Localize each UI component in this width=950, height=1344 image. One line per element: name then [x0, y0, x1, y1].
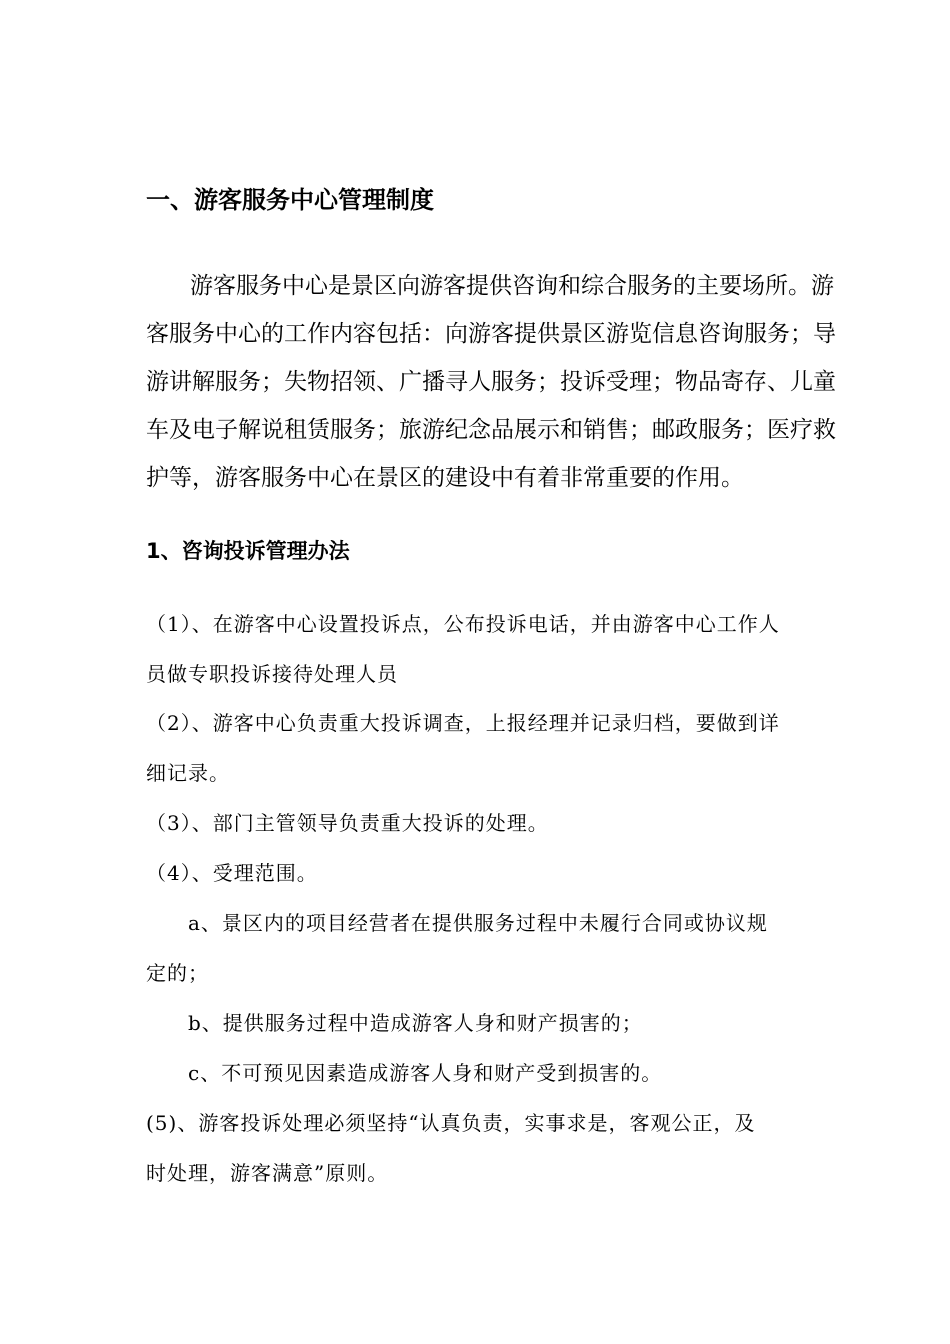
intro-line: 游客服务中心是景区向游客提供咨询和综合服务的主要场所。游 — [190, 273, 834, 299]
intro-line: 护等，游客服务中心在景区的建设中有着非常重要的作用。 — [146, 465, 744, 491]
intro-line: 游讲解服务；失物招领、广播寻人服务；投诉受理；物品寄存、儿童 — [146, 369, 836, 395]
list-item: 员做专职投诉接待处理人员 — [146, 662, 398, 686]
intro-line: 客服务中心的工作内容包括：向游客提供景区游览信息咨询服务；导 — [146, 321, 836, 347]
list-item: （4）、受理范围。 — [146, 861, 318, 885]
section-heading: 1、咨询投诉管理办法 — [146, 539, 350, 563]
list-item: （3）、部门主管领导负责重大投诉的处理。 — [146, 811, 549, 835]
list-item: a、景区内的项目经营者在提供服务过程中未履行合同或协议规 — [188, 911, 768, 935]
intro-paragraph — [146, 262, 836, 502]
list-item: （2）、游客中心负责重大投诉调查，上报经理并记录归档，要做到详 — [146, 711, 780, 735]
list-item: 细记录。 — [146, 761, 230, 785]
page-title: 一、游客服务中心管理制度 — [146, 186, 434, 214]
list-item: （1）、在游客中心设置投诉点，公布投诉电话，并由游客中心工作人 — [146, 612, 780, 636]
list-item: b、提供服务过程中造成游客人身和财产损害的； — [188, 1011, 643, 1035]
list-item: 定的； — [146, 961, 209, 985]
intro-line: 车及电子解说租赁服务；旅游纪念品展示和销售；邮政服务；医疗救 — [146, 417, 836, 443]
list-item: 时处理，游客满意”原则。 — [146, 1161, 389, 1185]
list-item: (5)、游客投诉处理必须坚持“认真负责，实事求是，客观公正，及 — [146, 1111, 756, 1135]
list-item: c、不可预见因素造成游客人身和财产受到损害的。 — [188, 1061, 663, 1085]
